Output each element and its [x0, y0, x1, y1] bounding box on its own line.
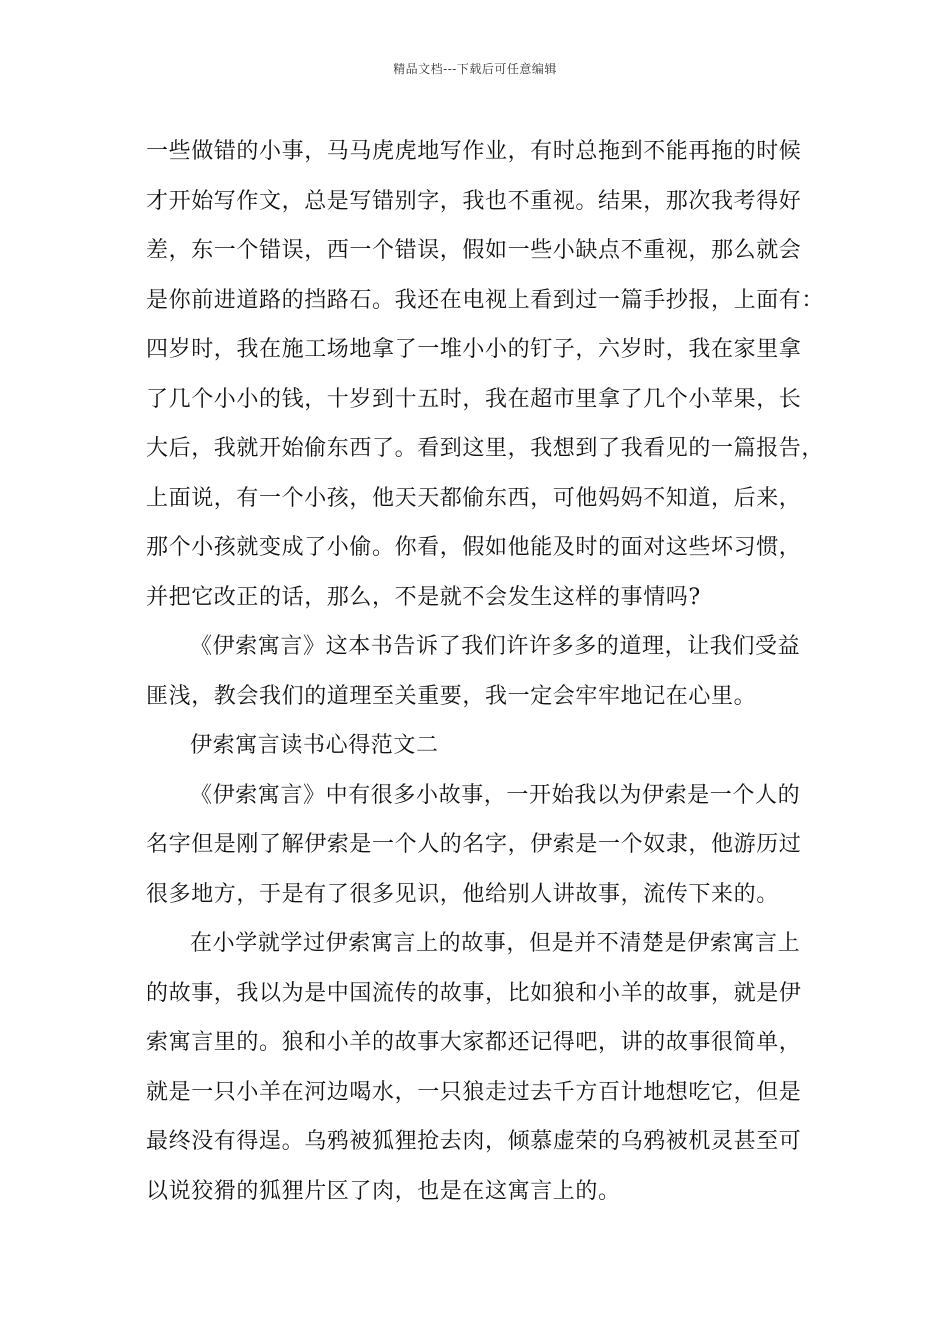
section-heading: 伊索寓言读书心得范文二: [190, 733, 439, 758]
paragraph-start-line: 《伊索寓言》这本书告诉了我们许许多多的道理，让我们受益: [190, 634, 801, 659]
paragraph-start-line: 《伊索寓言》中有很多小故事，一开始我以为伊索是一个人的: [190, 782, 801, 808]
text-line: 索寓言里的。狼和小羊的故事大家都还记得吧，讲的故事很简单，: [146, 1030, 802, 1055]
text-line: 一些做错的小事，马马虎虎地写作业，有时总拖到不能再拖的时候: [146, 139, 802, 164]
text-line: 大后，我就开始偷东西了。看到这里，我想到了我看见的一篇报告，: [146, 436, 825, 461]
text-line: 就是一只小羊在河边喝水，一只狼走过去千方百计地想吃它，但是: [146, 1079, 802, 1105]
page-header: 精品文档---下载后可任意编辑: [393, 62, 557, 76]
text-line: 并把它改正的话，那么，不是就不会发生这样的事情吗?: [146, 584, 701, 610]
text-line: 很多地方，于是有了很多见识，他给别人讲故事，流传下来的。: [146, 881, 779, 907]
text-line: 才开始写作文，总是写错别字，我也不重视。结果，那次我考得好: [146, 188, 802, 214]
text-line: 匪浅，教会我们的道理至关重要，我一定会牢牢地记在心里。: [146, 683, 757, 709]
text-line: 差，东一个错误，西一个错误，假如一些小缺点不重视，那么就会: [146, 238, 802, 263]
text-line: 是你前进道路的挡路石。我还在电视上看到过一篇手抄报，上面有：: [146, 287, 825, 313]
text-line: 四岁时，我在施工场地拿了一堆小小的钉子，六岁时，我在家里拿: [146, 337, 802, 362]
text-line: 名字但是刚了解伊索是一个人的名字，伊索是一个奴隶，他游历过: [146, 832, 802, 857]
text-line: 那个小孩就变成了小偷。你看，假如他能及时的面对这些坏习惯，: [146, 535, 802, 560]
text-line: 了几个小小的钱，十岁到十五时，我在超市里拿了几个小苹果，长: [146, 386, 802, 412]
text-line: 的故事，我以为是中国流传的故事，比如狼和小羊的故事，就是伊: [146, 980, 802, 1006]
paragraph-start-line: 在小学就学过伊索寓言上的故事，但是并不清楚是伊索寓言上: [190, 931, 801, 956]
text-line: 上面说，有一个小孩，他天天都偷东西，可他妈妈不知道，后来，: [146, 485, 802, 511]
document-body: [146, 127, 826, 1216]
text-line: 最终没有得逞。乌鸦被狐狸抢去肉，倾慕虚荣的乌鸦被机灵甚至可: [146, 1129, 802, 1154]
text-line: 以说狡猾的狐狸片区了肉，也是在这寓言上的。: [146, 1178, 621, 1204]
